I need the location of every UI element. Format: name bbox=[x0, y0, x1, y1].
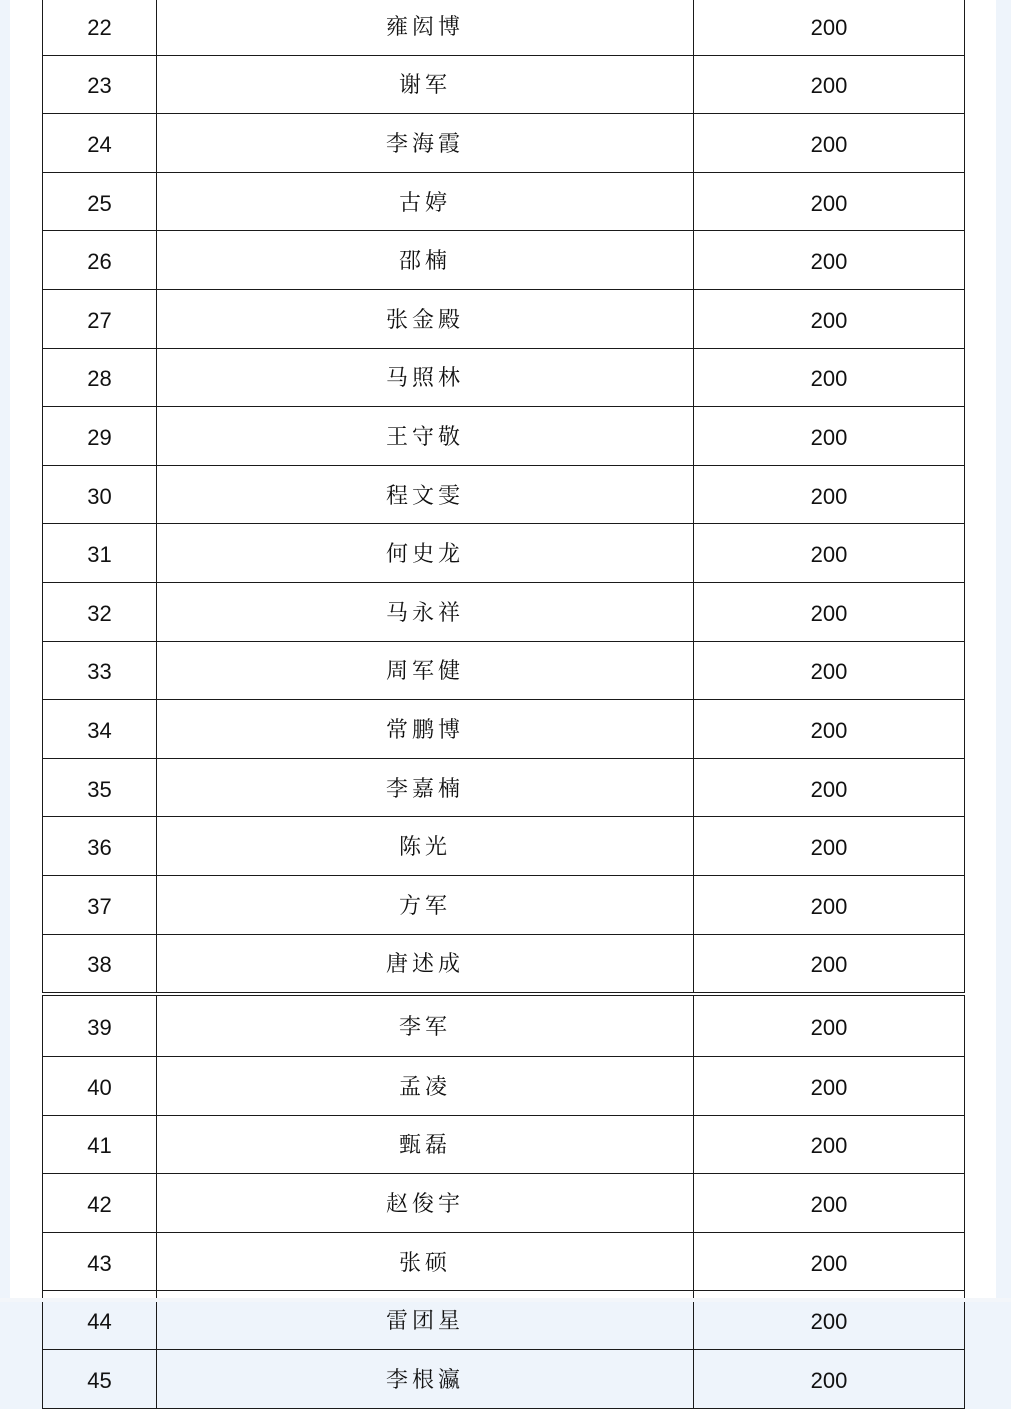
row-number: 45 bbox=[43, 1350, 157, 1409]
person-name: 常鹏博 bbox=[157, 700, 694, 759]
amount: 200 bbox=[694, 994, 965, 1057]
row-number: 31 bbox=[43, 524, 157, 583]
table-row bbox=[43, 1174, 965, 1233]
table-row bbox=[43, 231, 965, 290]
row-number: 38 bbox=[43, 934, 157, 994]
person-name: 马照林 bbox=[157, 348, 694, 407]
row-number: 41 bbox=[43, 1115, 157, 1174]
amount: 200 bbox=[694, 231, 965, 290]
amount: 200 bbox=[694, 407, 965, 466]
amount: 200 bbox=[694, 817, 965, 876]
amount: 200 bbox=[694, 641, 965, 700]
person-name: 雷团星 bbox=[157, 1291, 694, 1350]
person-name: 唐述成 bbox=[157, 934, 694, 994]
person-name: 孟凌 bbox=[157, 1057, 694, 1116]
row-number: 35 bbox=[43, 758, 157, 817]
person-name: 周军健 bbox=[157, 641, 694, 700]
viewer-background-strip bbox=[0, 1298, 1011, 1302]
document-page bbox=[10, 0, 996, 1393]
person-name: 李嘉楠 bbox=[157, 758, 694, 817]
amount: 200 bbox=[694, 934, 965, 994]
amount: 200 bbox=[694, 465, 965, 524]
table-row bbox=[43, 582, 965, 641]
table-row bbox=[43, 1057, 965, 1116]
row-number: 30 bbox=[43, 465, 157, 524]
table-row bbox=[43, 524, 965, 583]
table-row bbox=[43, 114, 965, 173]
amount: 200 bbox=[694, 1057, 965, 1116]
row-number: 29 bbox=[43, 407, 157, 466]
row-number: 33 bbox=[43, 641, 157, 700]
row-number: 34 bbox=[43, 700, 157, 759]
row-number: 27 bbox=[43, 289, 157, 348]
row-number: 32 bbox=[43, 582, 157, 641]
table-row bbox=[43, 348, 965, 407]
amount: 200 bbox=[694, 289, 965, 348]
row-number: 22 bbox=[43, 0, 157, 55]
row-number: 37 bbox=[43, 875, 157, 934]
row-number: 44 bbox=[43, 1291, 157, 1350]
amount: 200 bbox=[694, 1115, 965, 1174]
row-number: 39 bbox=[43, 994, 157, 1057]
person-name: 张金殿 bbox=[157, 289, 694, 348]
person-name: 李海霞 bbox=[157, 114, 694, 173]
person-name: 雍闳博 bbox=[157, 0, 694, 55]
amount: 200 bbox=[694, 524, 965, 583]
amount: 200 bbox=[694, 348, 965, 407]
person-name: 赵俊宇 bbox=[157, 1174, 694, 1233]
table-row bbox=[43, 407, 965, 466]
amount: 200 bbox=[694, 172, 965, 231]
table-row bbox=[43, 0, 965, 55]
person-name: 张硕 bbox=[157, 1232, 694, 1291]
amount: 200 bbox=[694, 1174, 965, 1233]
table-row bbox=[43, 172, 965, 231]
amount: 200 bbox=[694, 1350, 965, 1409]
person-name: 程文雯 bbox=[157, 465, 694, 524]
amount: 200 bbox=[694, 758, 965, 817]
row-number: 36 bbox=[43, 817, 157, 876]
amount: 200 bbox=[694, 875, 965, 934]
person-name: 何史龙 bbox=[157, 524, 694, 583]
table-row bbox=[43, 700, 965, 759]
row-number: 28 bbox=[43, 348, 157, 407]
row-number: 24 bbox=[43, 114, 157, 173]
roster-table bbox=[42, 0, 965, 1409]
row-number: 40 bbox=[43, 1057, 157, 1116]
amount: 200 bbox=[694, 55, 965, 114]
amount: 200 bbox=[694, 700, 965, 759]
amount: 200 bbox=[694, 1291, 965, 1350]
row-number: 42 bbox=[43, 1174, 157, 1233]
amount: 200 bbox=[694, 582, 965, 641]
person-name: 甄磊 bbox=[157, 1115, 694, 1174]
person-name: 邵楠 bbox=[157, 231, 694, 290]
row-number: 23 bbox=[43, 55, 157, 114]
table-row bbox=[43, 994, 965, 1057]
person-name: 谢军 bbox=[157, 55, 694, 114]
table-row bbox=[43, 55, 965, 114]
person-name: 马永祥 bbox=[157, 582, 694, 641]
amount: 200 bbox=[694, 0, 965, 55]
row-number: 25 bbox=[43, 172, 157, 231]
table-row bbox=[43, 641, 965, 700]
person-name: 古婷 bbox=[157, 172, 694, 231]
amount: 200 bbox=[694, 1232, 965, 1291]
table-row bbox=[43, 1350, 965, 1409]
table-row bbox=[43, 934, 965, 994]
table-row bbox=[43, 465, 965, 524]
table-row bbox=[43, 1232, 965, 1291]
table-row bbox=[43, 1115, 965, 1174]
table-row bbox=[43, 875, 965, 934]
person-name: 李根瀛 bbox=[157, 1350, 694, 1409]
person-name: 李军 bbox=[157, 994, 694, 1057]
table-row bbox=[43, 758, 965, 817]
person-name: 陈光 bbox=[157, 817, 694, 876]
table-row bbox=[43, 817, 965, 876]
row-number: 26 bbox=[43, 231, 157, 290]
person-name: 方军 bbox=[157, 875, 694, 934]
row-number: 43 bbox=[43, 1232, 157, 1291]
amount: 200 bbox=[694, 114, 965, 173]
person-name: 王守敬 bbox=[157, 407, 694, 466]
table-row bbox=[43, 289, 965, 348]
